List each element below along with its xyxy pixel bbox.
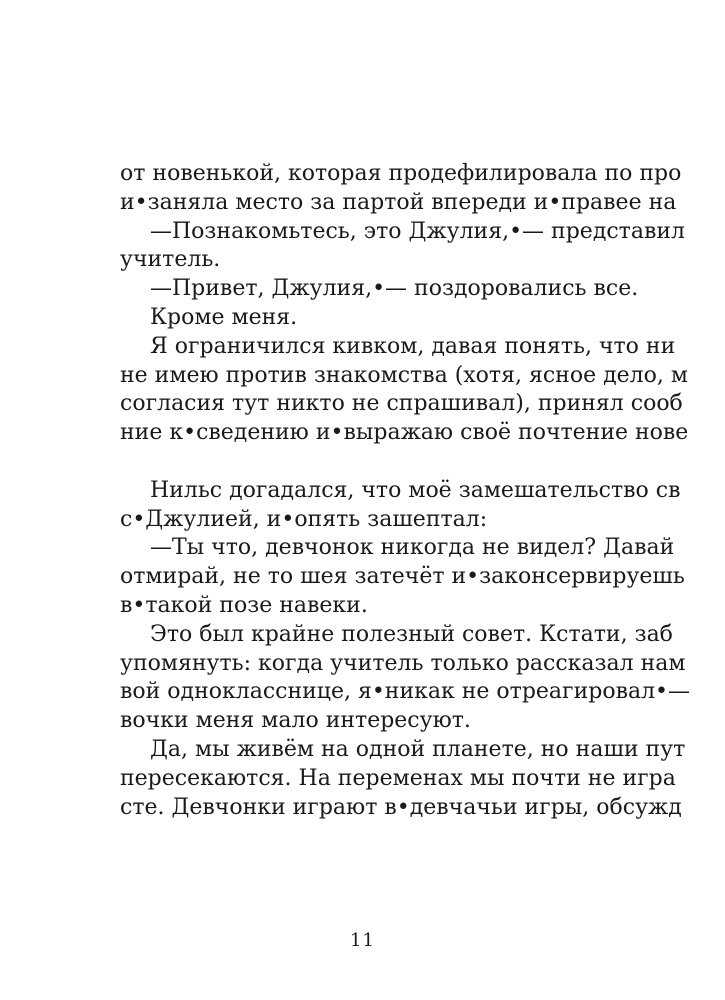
text-line: Нильс догадался, что моё замешательство св — [150, 477, 681, 503]
text-line: не имею против знакомства (хотя, ясное дело, м — [120, 362, 688, 388]
page-number: 11 — [350, 930, 375, 951]
text-line: ние к•сведению и•выражаю своё почтение нове — [120, 420, 689, 446]
text-line: —Познакомьтесь, это Джулия,•— представил — [150, 218, 685, 244]
text-line: Кроме меня. — [150, 304, 298, 330]
text-line: —Привет, Джулия,•— поздоровались все. — [150, 276, 639, 302]
text-line: Это был крайне полезный совет. Кстати, заб — [150, 621, 673, 647]
text-line: от новенькой, которая продефилировала по про — [120, 161, 682, 186]
text-line: вочки меня мало интересуют. — [120, 708, 471, 734]
text-line: Я ограничился кивком, давая понять, что ни — [150, 333, 676, 359]
text-line: отмирай, не то шея затечёт и•законсервируешь — [120, 564, 685, 590]
text-line: упомянуть: когда учитель только рассказал нам — [120, 650, 686, 676]
text-line: и•заняла место за партой впереди и•правее на — [120, 189, 677, 215]
text-line: в•такой позе навеки. — [120, 592, 368, 618]
text-line: пересекаются. На переменах мы почти не игра — [120, 765, 676, 791]
text-line: —Ты что, девчонок никогда не видел? Давай — [150, 535, 675, 561]
body-text — [120, 160, 725, 822]
text-line: сте. Девчонки играют в•девчачьи игры, обсужд — [120, 794, 682, 820]
text-line: с•Джулией, и•опять зашептал: — [120, 506, 488, 532]
text-line: Да, мы живём на одной планете, но наши пут — [150, 736, 686, 762]
text-line: вой однокласснице, я•никак не отреагировал•— — [120, 679, 691, 705]
text-line: согласия тут никто не спрашивал), принял сооб — [120, 391, 683, 417]
text-line: учитель. — [120, 247, 221, 273]
blank-line — [120, 448, 725, 477]
